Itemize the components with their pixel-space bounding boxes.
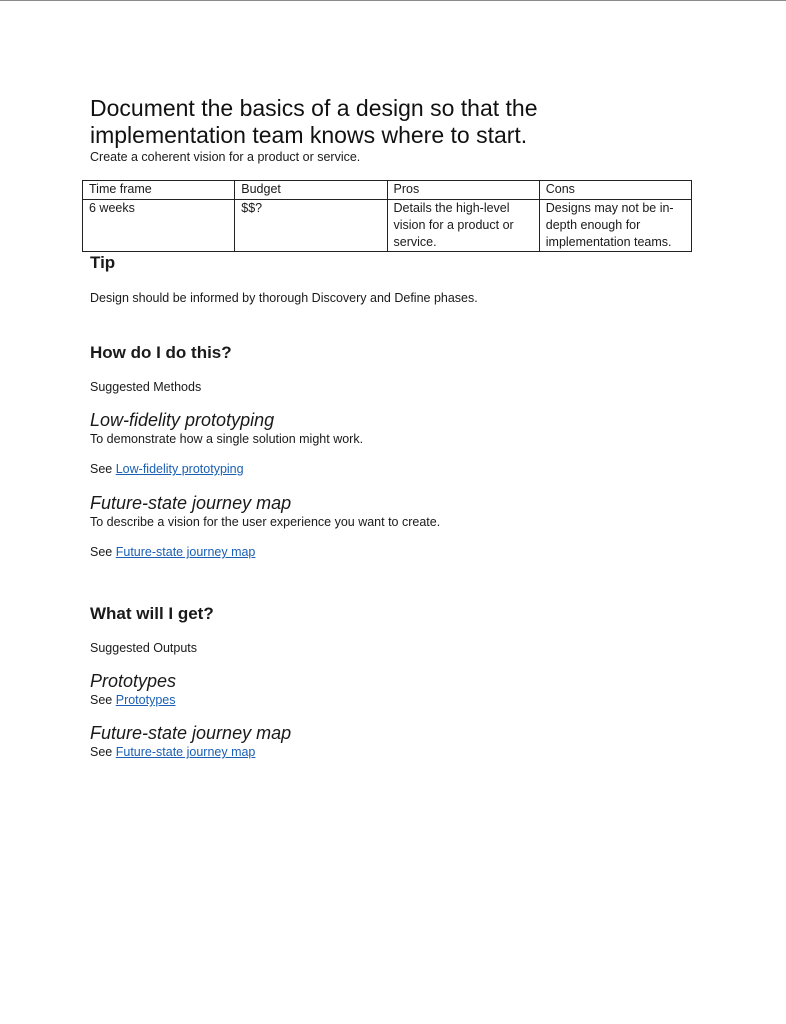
method-title-journey-map: Future-state journey map — [90, 493, 292, 513]
table-header-row — [83, 181, 692, 200]
low-fidelity-prototyping-link[interactable]: Low-fidelity prototyping — [115, 462, 244, 476]
see-label: See — [90, 693, 113, 707]
output-see-prototypes — [90, 692, 176, 708]
output-see-journey-map — [90, 744, 255, 760]
method-description-journey-map: To describe a vision for the user experience you want to create. — [90, 515, 441, 529]
prototypes-link[interactable]: Prototypes — [115, 693, 176, 707]
method-see-journey-map — [90, 544, 255, 560]
see-label: See — [90, 745, 113, 759]
cell-budget: $$? — [235, 200, 387, 252]
header-pros: Pros — [387, 181, 539, 200]
cell-cons: Designs may not be in-depth enough for implementation teams. — [539, 200, 691, 252]
method-see-low-fidelity — [90, 461, 244, 477]
output-future-state-journey-map-link[interactable]: Future-state journey map — [115, 745, 256, 759]
outputs-heading: What will I get? — [90, 604, 214, 623]
tip-text: Design should be informed by thorough Discovery and Define phases. — [90, 291, 478, 305]
page-subtitle: Create a coherent vision for a product or service. — [90, 150, 361, 164]
summary-table — [82, 180, 692, 252]
header-time-frame: Time frame — [83, 181, 235, 200]
tip-heading: Tip — [90, 253, 116, 272]
cell-time-frame: 6 weeks — [83, 200, 235, 252]
header-budget: Budget — [235, 181, 387, 200]
how-heading: How do I do this? — [90, 343, 232, 362]
future-state-journey-map-link[interactable]: Future-state journey map — [115, 545, 256, 559]
cell-pros: Details the high-level vision for a product or service. — [387, 200, 539, 252]
see-label: See — [90, 462, 113, 476]
method-description-low-fidelity: To demonstrate how a single solution might work. — [90, 432, 364, 446]
header-cons: Cons — [539, 181, 691, 200]
how-intro: Suggested Methods — [90, 380, 202, 394]
output-title-prototypes: Prototypes — [90, 671, 177, 691]
see-label: See — [90, 545, 113, 559]
outputs-intro: Suggested Outputs — [90, 641, 198, 655]
table-row — [83, 200, 692, 252]
method-title-low-fidelity: Low-fidelity prototyping — [90, 410, 275, 430]
page-title: Document the basics of a design so that the implementation team knows where to start. — [90, 95, 538, 148]
output-title-journey-map: Future-state journey map — [90, 723, 292, 743]
